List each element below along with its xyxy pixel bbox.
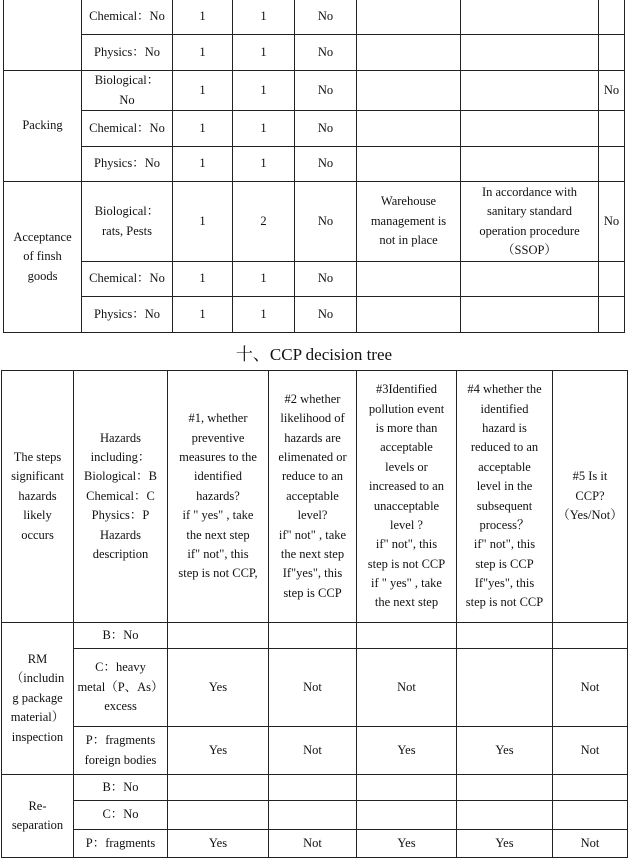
answer-cell: Yes — [168, 649, 269, 727]
answer-cell — [553, 801, 628, 830]
hazard-cell: B：No — [74, 623, 168, 649]
measure-cell — [461, 35, 599, 71]
value-cell: 1 — [233, 0, 295, 35]
value-cell: 1 — [173, 182, 233, 262]
hazard-cell: Chemical：No — [82, 0, 173, 35]
ccp-decision-table — [1, 370, 628, 858]
value-cell: 1 — [233, 147, 295, 182]
value-cell: 1 — [173, 35, 233, 71]
answer-cell — [357, 623, 457, 649]
answer-cell — [457, 775, 553, 801]
answer-cell — [168, 775, 269, 801]
answer-cell — [553, 775, 628, 801]
table-row — [4, 297, 625, 333]
measure-cell — [461, 111, 599, 147]
step-cell: Packing — [4, 71, 82, 182]
value-cell: 1 — [173, 111, 233, 147]
value-cell: No — [295, 182, 357, 262]
value-cell: 1 — [173, 71, 233, 111]
hazard-analysis-table — [3, 0, 625, 333]
answer-cell: Not — [553, 830, 628, 858]
ccp-cell — [599, 297, 625, 333]
table-row — [4, 35, 625, 71]
table-row — [2, 830, 628, 858]
section-heading: 十、CCP decision tree — [235, 345, 393, 364]
basis-cell — [357, 71, 461, 111]
measure-cell — [461, 71, 599, 111]
value-cell: No — [295, 297, 357, 333]
value-cell: No — [295, 147, 357, 182]
header-question-5: #5 Is it CCP? （Yes/Not） — [553, 371, 628, 623]
answer-cell — [357, 775, 457, 801]
table-row — [4, 182, 625, 262]
value-cell: 1 — [233, 262, 295, 297]
value-cell: No — [295, 111, 357, 147]
answer-cell: Not — [269, 649, 357, 727]
table-row — [2, 801, 628, 830]
ccp-cell — [599, 35, 625, 71]
answer-cell — [553, 623, 628, 649]
answer-cell: Not — [269, 830, 357, 858]
header-question-1: #1, whether preventive measures to the identified hazards? if " yes" , take the next step if" not", this step is not CCP, — [168, 371, 269, 623]
value-cell: 1 — [233, 71, 295, 111]
header-question-2: #2 whether likelihood of hazards are elimenated or reduce to an acceptable level? if" not" , take the next step If"yes", this step is CCP — [269, 371, 357, 623]
ccp-cell — [599, 111, 625, 147]
hazard-cell: Physics：No — [82, 147, 173, 182]
basis-cell: Warehouse management is not in place — [357, 182, 461, 262]
value-cell: 1 — [233, 35, 295, 71]
ccp-cell: No — [599, 182, 625, 262]
answer-cell — [269, 801, 357, 830]
answer-cell — [457, 801, 553, 830]
value-cell: No — [295, 35, 357, 71]
ccp-cell: No — [599, 71, 625, 111]
value-cell: No — [295, 262, 357, 297]
hazard-cell: C：heavy metal（P、As） excess — [74, 649, 168, 727]
hazard-cell: Biological： No — [82, 71, 173, 111]
measure-cell — [461, 147, 599, 182]
answer-cell: Not — [357, 649, 457, 727]
header-steps: The steps significant hazards likely occurs — [2, 371, 74, 623]
answer-cell — [457, 649, 553, 727]
value-cell: 1 — [173, 147, 233, 182]
value-cell: 1 — [233, 297, 295, 333]
answer-cell — [168, 801, 269, 830]
basis-cell — [357, 147, 461, 182]
answer-cell: Not — [553, 727, 628, 775]
step-cell — [4, 0, 82, 71]
answer-cell: Not — [553, 649, 628, 727]
header-hazards: Hazards including： Biological：B Chemical：C Physics：P Hazards description — [74, 371, 168, 623]
measure-cell — [461, 262, 599, 297]
step-cell: Acceptance of finsh goods — [4, 182, 82, 333]
hazard-cell: P：fragments — [74, 830, 168, 858]
answer-cell: Yes — [168, 727, 269, 775]
basis-cell — [357, 111, 461, 147]
table-row — [4, 111, 625, 147]
hazard-cell: P：fragments foreign bodies — [74, 727, 168, 775]
table-row — [2, 623, 628, 649]
header-row — [2, 371, 628, 623]
step-cell: RM （includin g package material） inspection — [2, 623, 74, 775]
hazard-cell: Physics：No — [82, 297, 173, 333]
answer-cell: Yes — [457, 727, 553, 775]
basis-cell — [357, 35, 461, 71]
header-question-4: #4 whether the identified hazard is reduced to an acceptable level in the subsequent process？ if" not", this step is CCP If"yes", this step is not CCP — [457, 371, 553, 623]
basis-cell — [357, 297, 461, 333]
answer-cell — [457, 623, 553, 649]
answer-cell: Yes — [357, 830, 457, 858]
table-row — [4, 0, 625, 35]
value-cell: 1 — [233, 111, 295, 147]
basis-cell — [357, 262, 461, 297]
answer-cell — [269, 623, 357, 649]
value-cell: 1 — [173, 0, 233, 35]
hazard-cell: Biological： rats, Pests — [82, 182, 173, 262]
hazard-cell: C：No — [74, 801, 168, 830]
ccp-cell — [599, 0, 625, 35]
header-question-3: #3Identified pollution event is more than acceptable levels or increased to an unacceptable level ? if" not", this step is not CCP if " yes" , take the next step — [357, 371, 457, 623]
step-cell: Re- separation — [2, 775, 74, 858]
table-row — [2, 775, 628, 801]
measure-cell — [461, 297, 599, 333]
table-row — [2, 727, 628, 775]
basis-cell — [357, 0, 461, 35]
table-row — [2, 649, 628, 727]
table-row — [4, 147, 625, 182]
ccp-cell — [599, 262, 625, 297]
table-row — [4, 71, 625, 111]
answer-cell: Yes — [357, 727, 457, 775]
answer-cell: Yes — [168, 830, 269, 858]
answer-cell: Yes — [457, 830, 553, 858]
table-row — [4, 262, 625, 297]
ccp-cell — [599, 147, 625, 182]
hazard-cell: Chemical：No — [82, 111, 173, 147]
value-cell: 1 — [173, 297, 233, 333]
hazard-cell: Physics：No — [82, 35, 173, 71]
answer-cell — [168, 623, 269, 649]
answer-cell — [357, 801, 457, 830]
value-cell: No — [295, 71, 357, 111]
hazard-cell: B：No — [74, 775, 168, 801]
value-cell: No — [295, 0, 357, 35]
measure-cell — [461, 0, 599, 35]
measure-cell: In accordance with sanitary standard operation procedure （SSOP） — [461, 182, 599, 262]
hazard-cell: Chemical：No — [82, 262, 173, 297]
value-cell: 1 — [173, 262, 233, 297]
value-cell: 2 — [233, 182, 295, 262]
answer-cell — [269, 775, 357, 801]
answer-cell: Not — [269, 727, 357, 775]
